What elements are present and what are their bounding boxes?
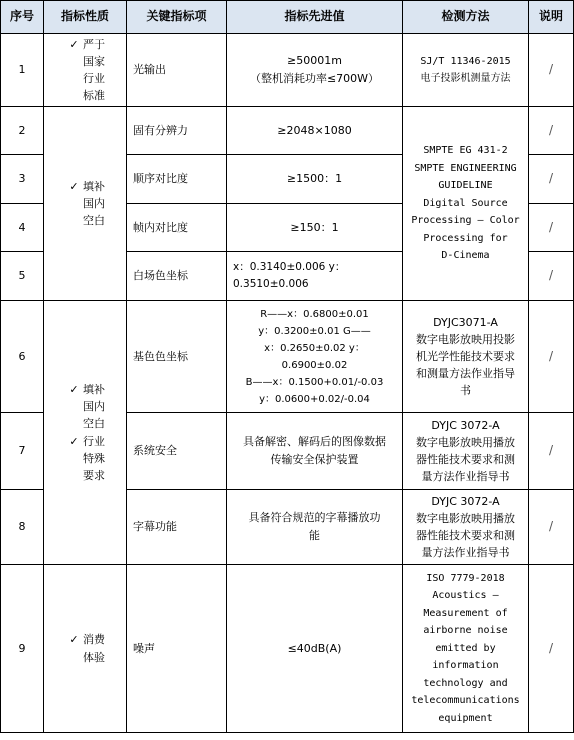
header-note: 说明	[529, 1, 574, 34]
row-index: 8	[1, 490, 44, 565]
row-item: 光输出	[127, 34, 227, 107]
check-icon: ✓	[69, 633, 79, 647]
row-value: ≥150：1	[227, 204, 403, 252]
row-note: /	[529, 107, 574, 155]
row-note: /	[529, 252, 574, 301]
row-index: 7	[1, 413, 44, 490]
row-item: 帧内对比度	[127, 204, 227, 252]
table-row	[1, 301, 574, 413]
row-value: ≤40dB(A)	[227, 565, 403, 733]
row-method: SJ/T 11346-2015 电子投影机测量方法	[403, 34, 529, 107]
row-value: ≥1500：1	[227, 155, 403, 204]
row-value: 具备解密、解码后的图像数据 传输安全保护装置	[227, 413, 403, 490]
row-value: 具备符合规范的字幕播放功 能	[227, 490, 403, 565]
row-method: DYJC 3072-A 数字电影放映用播放 器性能技术要求和测 量方法作业指导书	[403, 490, 529, 565]
row-method: ISO 7779-2018 Acoustics — Measurement of airborne noise emitted by information technology and telecommunications equipment	[403, 565, 529, 733]
row-value: R——x：0.6800±0.01 y：0.3200±0.01 G—— x：0.2650±0.02 y： 0.6900±0.02 B——x：0.1500+0.01/-0.03 y：0.0600+0.02/-0.04	[227, 301, 403, 413]
row-index: 5	[1, 252, 44, 301]
check-icon: ✓	[69, 434, 79, 448]
check-icon: ✓	[69, 179, 79, 193]
row-item: 固有分辨力	[127, 107, 227, 155]
row-item: 白场色坐标	[127, 252, 227, 301]
row-item: 顺序对比度	[127, 155, 227, 204]
row-note: /	[529, 155, 574, 204]
header-item: 关键指标项	[127, 1, 227, 34]
row-nature	[44, 34, 127, 107]
nature-text-a: 填补 国内 空白	[83, 383, 105, 431]
row-note: /	[529, 413, 574, 490]
row-note: /	[529, 490, 574, 565]
check-icon: ✓	[69, 37, 79, 51]
nature-text	[83, 381, 105, 483]
nature-text: 严于 国家 行业 标准	[83, 37, 105, 103]
row-note: /	[529, 301, 574, 413]
row-value: ≥2048×1080	[227, 107, 403, 155]
group-method-2-5: SMPTE EG 431-2 SMPTE ENGINEERING GUIDELINE Digital Source Processing — Color Processing for D-Cinema	[403, 107, 529, 301]
row-index: 3	[1, 155, 44, 204]
group-nature-6-8	[44, 301, 127, 565]
check-icons	[65, 381, 83, 449]
row-value: x：0.3140±0.006 y： 0.3510±0.006	[227, 252, 403, 301]
row-index: 1	[1, 34, 44, 107]
header-nature: 指标性质	[44, 1, 127, 34]
header-index: 序号	[1, 1, 44, 34]
table-row	[1, 34, 574, 107]
table-row	[1, 565, 574, 733]
header-value: 指标先进值	[227, 1, 403, 34]
row-index: 2	[1, 107, 44, 155]
header-method: 检测方法	[403, 1, 529, 34]
row-item: 噪声	[127, 565, 227, 733]
row-note: /	[529, 204, 574, 252]
nature-text-b: 行业 特殊 要求	[83, 434, 105, 482]
row-note: /	[529, 565, 574, 733]
row-note: /	[529, 34, 574, 107]
row-method: DYJC 3072-A 数字电影放映用播放 器性能技术要求和测 量方法作业指导书	[403, 413, 529, 490]
row-nature	[44, 565, 127, 733]
row-item: 系统安全	[127, 413, 227, 490]
row-index: 9	[1, 565, 44, 733]
row-value: ≥50001m （整机消耗功率≤700W）	[227, 34, 403, 107]
row-item: 基色色坐标	[127, 301, 227, 413]
row-index: 4	[1, 204, 44, 252]
header-row	[1, 1, 574, 34]
nature-text: 消费 体验	[83, 633, 105, 664]
row-item: 字幕功能	[127, 490, 227, 565]
group-nature-2-5	[44, 107, 127, 301]
row-index: 6	[1, 301, 44, 413]
nature-text: 填补 国内 空白	[83, 179, 105, 228]
check-icon: ✓	[69, 383, 79, 397]
row-method: DYJC3071-A 数字电影放映用投影 机光学性能技术要求 和测量方法作业指导 书	[403, 301, 529, 413]
table-row	[1, 107, 574, 155]
